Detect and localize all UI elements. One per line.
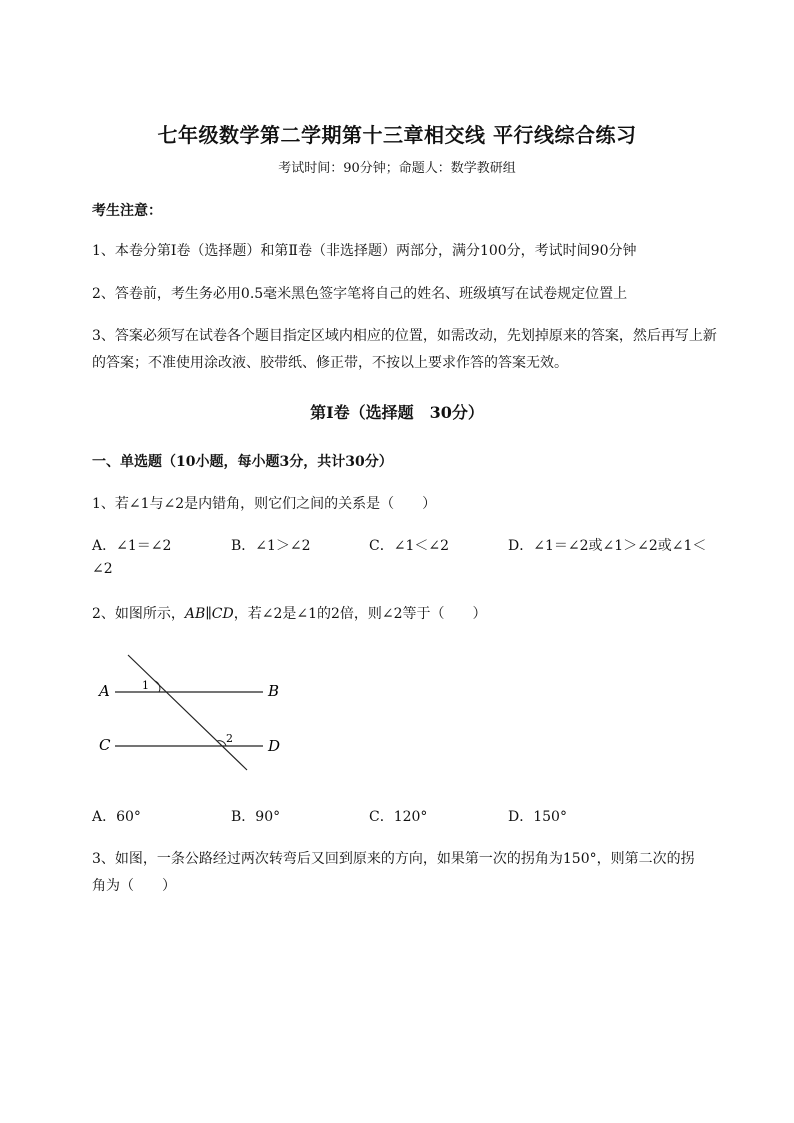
notice-item-3: 3、答案必须写在试卷各个题目指定区域内相应的位置，如需改动，先划掉原来的答案，然后再写上新 [92,328,717,344]
question-1-option-a: A．∠1＝∠2 [92,538,172,554]
question-2-stem-math: AB∥CD [184,606,234,622]
question-1-option-b: B．∠1＞∠2 [231,538,311,554]
label-d: D [268,737,281,755]
question-3-stem: 3、如图，一条公路经过两次转弯后又回到原来的方向，如果第一次的拐角为150°，则第二次的拐 [92,851,695,867]
question-2-stem-pre: 2、如图所示， [92,606,185,622]
notice-item-3-cont: 的答案；不准使用涂改液、胶带纸、修正带，不按以上要求作答的答案无效。 [92,355,568,371]
question-3-stem-cont: 角为（ ） [92,878,176,894]
question-2-option-a: A．60° [92,809,141,825]
question-2-option-c: C．120° [369,809,428,825]
question-2-stem-post: ，若∠2是∠1的2倍，则∠2等于（ ） [233,606,487,622]
label-c: C [99,736,111,754]
question-2-stem [92,603,487,623]
notice-heading: 考生注意： [92,203,162,219]
question-2-option-b: B．90° [231,809,281,825]
notice-item-2: 2、答卷前，考生务必用0.5毫米黑色签字笔将自己的姓名、班级填写在试卷规定位置上 [92,286,628,302]
question-1-option-c: C．∠1＜∠2 [369,538,449,554]
angle-1-arc [155,681,160,692]
parallel-lines-figure [90,645,300,780]
notice-item-1: 1、本卷分第I卷（选择题）和第Ⅱ卷（非选择题）两部分，满分100分，考试时间90分钟 [92,243,637,259]
label-angle-1: 1 [142,679,149,692]
label-a: A [99,682,110,700]
question-1-option-d: D．∠1＝∠2或∠1＞∠2或∠1＜ [508,538,707,554]
question-2-option-d: D．150° [508,809,567,825]
question-1-option-d-cont: ∠2 [92,561,113,577]
exam-title: 七年级数学第二学期第十三章相交线 平行线综合练习 [157,123,637,147]
label-angle-2: 2 [226,732,233,745]
part-heading: 一、单选题（10小题，每小题3分，共计30分） [92,454,393,470]
question-1-stem: 1、若∠1与∠2是内错角，则它们之间的关系是（ ） [92,496,437,512]
transversal-line [128,655,247,770]
label-b: B [268,682,280,700]
exam-subtitle: 考试时间：90分钟；命题人：数学教研组 [278,161,516,176]
section-title: 第I卷（选择题 30分） [310,403,484,422]
